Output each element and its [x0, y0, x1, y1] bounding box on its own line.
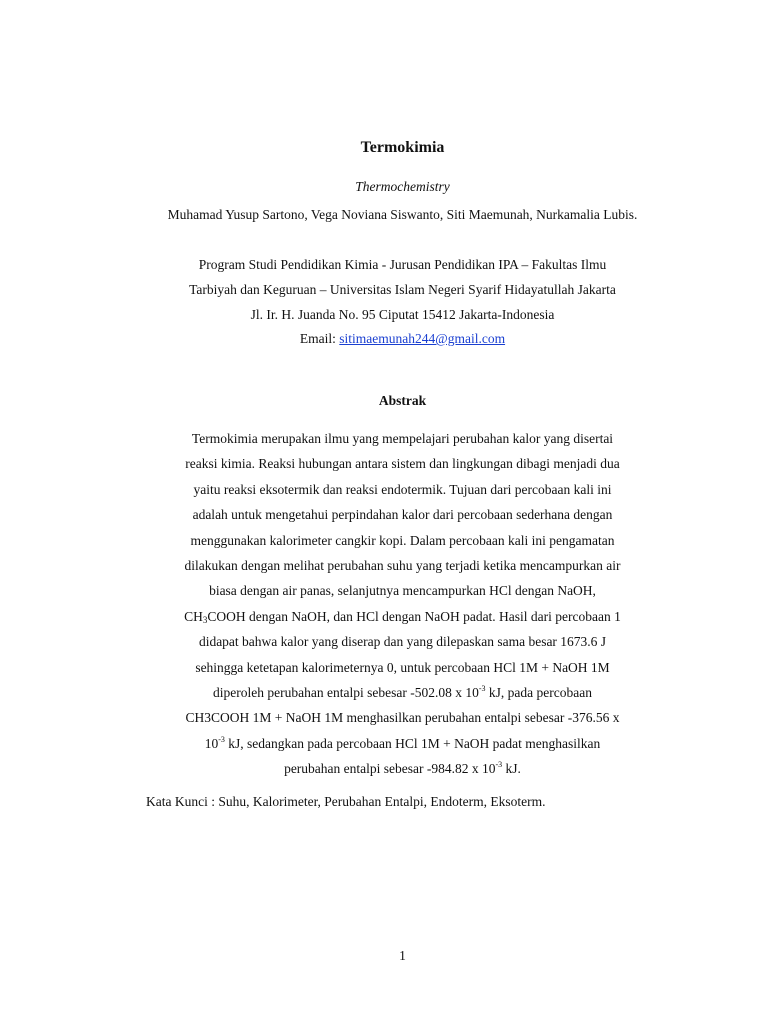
paper-subtitle: Thermochemistry: [355, 179, 450, 194]
paper-title: Termokimia: [360, 139, 445, 156]
keywords: Kata Kunci : Suhu, Kalorimeter, Perubahan Entalpi, Endoterm, Eksoterm.: [146, 794, 546, 809]
abstract-line-text: perubahan entalpi sebesar -984.82 x 10: [284, 761, 496, 777]
abstract-line: dilakukan dengan melihat perubahan suhu yang terjadi ketika mencampurkan air: [184, 558, 621, 574]
abstract-body: [140, 426, 665, 782]
abstract-line: [140, 731, 665, 756]
abstract-line: sehingga ketetapan kalorimeternya 0, untuk percobaan HCl 1M + NaOH 1M: [195, 659, 610, 675]
abstract-heading: Abstrak: [378, 393, 427, 408]
abstract-line-text: kJ, pada percobaan: [485, 685, 592, 701]
formula-text: CH: [184, 608, 203, 624]
email-label: Email:: [299, 331, 336, 346]
exponent-superscript: -3: [495, 760, 503, 770]
email-row: [0, 328, 768, 350]
abstract-line-text: 10: [204, 735, 219, 751]
abstract-line: reaksi kimia. Reaksi hubungan antara sistem dan lingkungan dibagi menjadi dua: [185, 456, 620, 472]
author-list: Muhamad Yusup Sartono, Vega Noviana Siswanto, Siti Maemunah, Nurkamalia Lubis.: [167, 207, 638, 222]
page-number: 1: [399, 948, 406, 963]
abstract-line: didapat bahwa kalor yang diserap dan yang dilepaskan sama besar 1673.6 J: [198, 634, 607, 650]
abstract-line: Termokimia merupakan ilmu yang mempelajari perubahan kalor yang disertai: [191, 431, 614, 446]
exponent-superscript: -3: [218, 734, 225, 744]
abstract-line: adalah untuk mengetahui perpindahan kalor dari percobaan sederhana dengan: [192, 507, 613, 523]
abstract-line: [140, 756, 665, 781]
abstract-line: yaitu reaksi eksotermik dan reaksi endotermik. Tujuan dari percobaan kali ini: [193, 481, 612, 497]
abstract-line: biasa dengan air panas, selanjutnya mencampurkan HCl dengan NaOH,: [209, 583, 596, 599]
affiliation-line: Tarbiyah dan Keguruan – Universitas Islam Negeri Syarif Hidayatullah Jakarta: [189, 282, 616, 297]
affiliation-line: Program Studi Pendidikan Kimia - Jurusan Pendidikan IPA – Fakultas Ilmu: [198, 257, 607, 272]
abstract-line: CH3COOH 1M + NaOH 1M menghasilkan perubahan entalpi sebesar -376.56 x: [185, 710, 620, 726]
abstract-line-text: diperoleh perubahan entalpi sebesar -502.08 x 10: [213, 685, 479, 701]
email-link[interactable]: sitimaemunah244@gmail.com: [339, 331, 506, 346]
abstract-line: menggunakan kalorimeter cangkir kopi. Dalam percobaan kali ini pengamatan: [190, 532, 615, 548]
abstract-line-text: kJ, sedangkan pada percobaan HCl 1M + NaOH padat menghasilkan: [224, 735, 601, 751]
abstract-line: [140, 680, 665, 705]
exponent-superscript: -3: [478, 684, 486, 694]
formula-subscript: 3: [202, 614, 208, 625]
abstract-line-text: kJ.: [502, 761, 521, 777]
affiliation: [140, 252, 665, 327]
abstract-line: [140, 604, 665, 629]
abstract-line-text: COOH dengan NaOH, dan HCl dengan NaOH padat. Hasil dari percobaan 1: [207, 608, 621, 624]
affiliation-address: Jl. Ir. H. Juanda No. 95 Ciputat 15412 Jakarta-Indonesia: [250, 307, 555, 322]
